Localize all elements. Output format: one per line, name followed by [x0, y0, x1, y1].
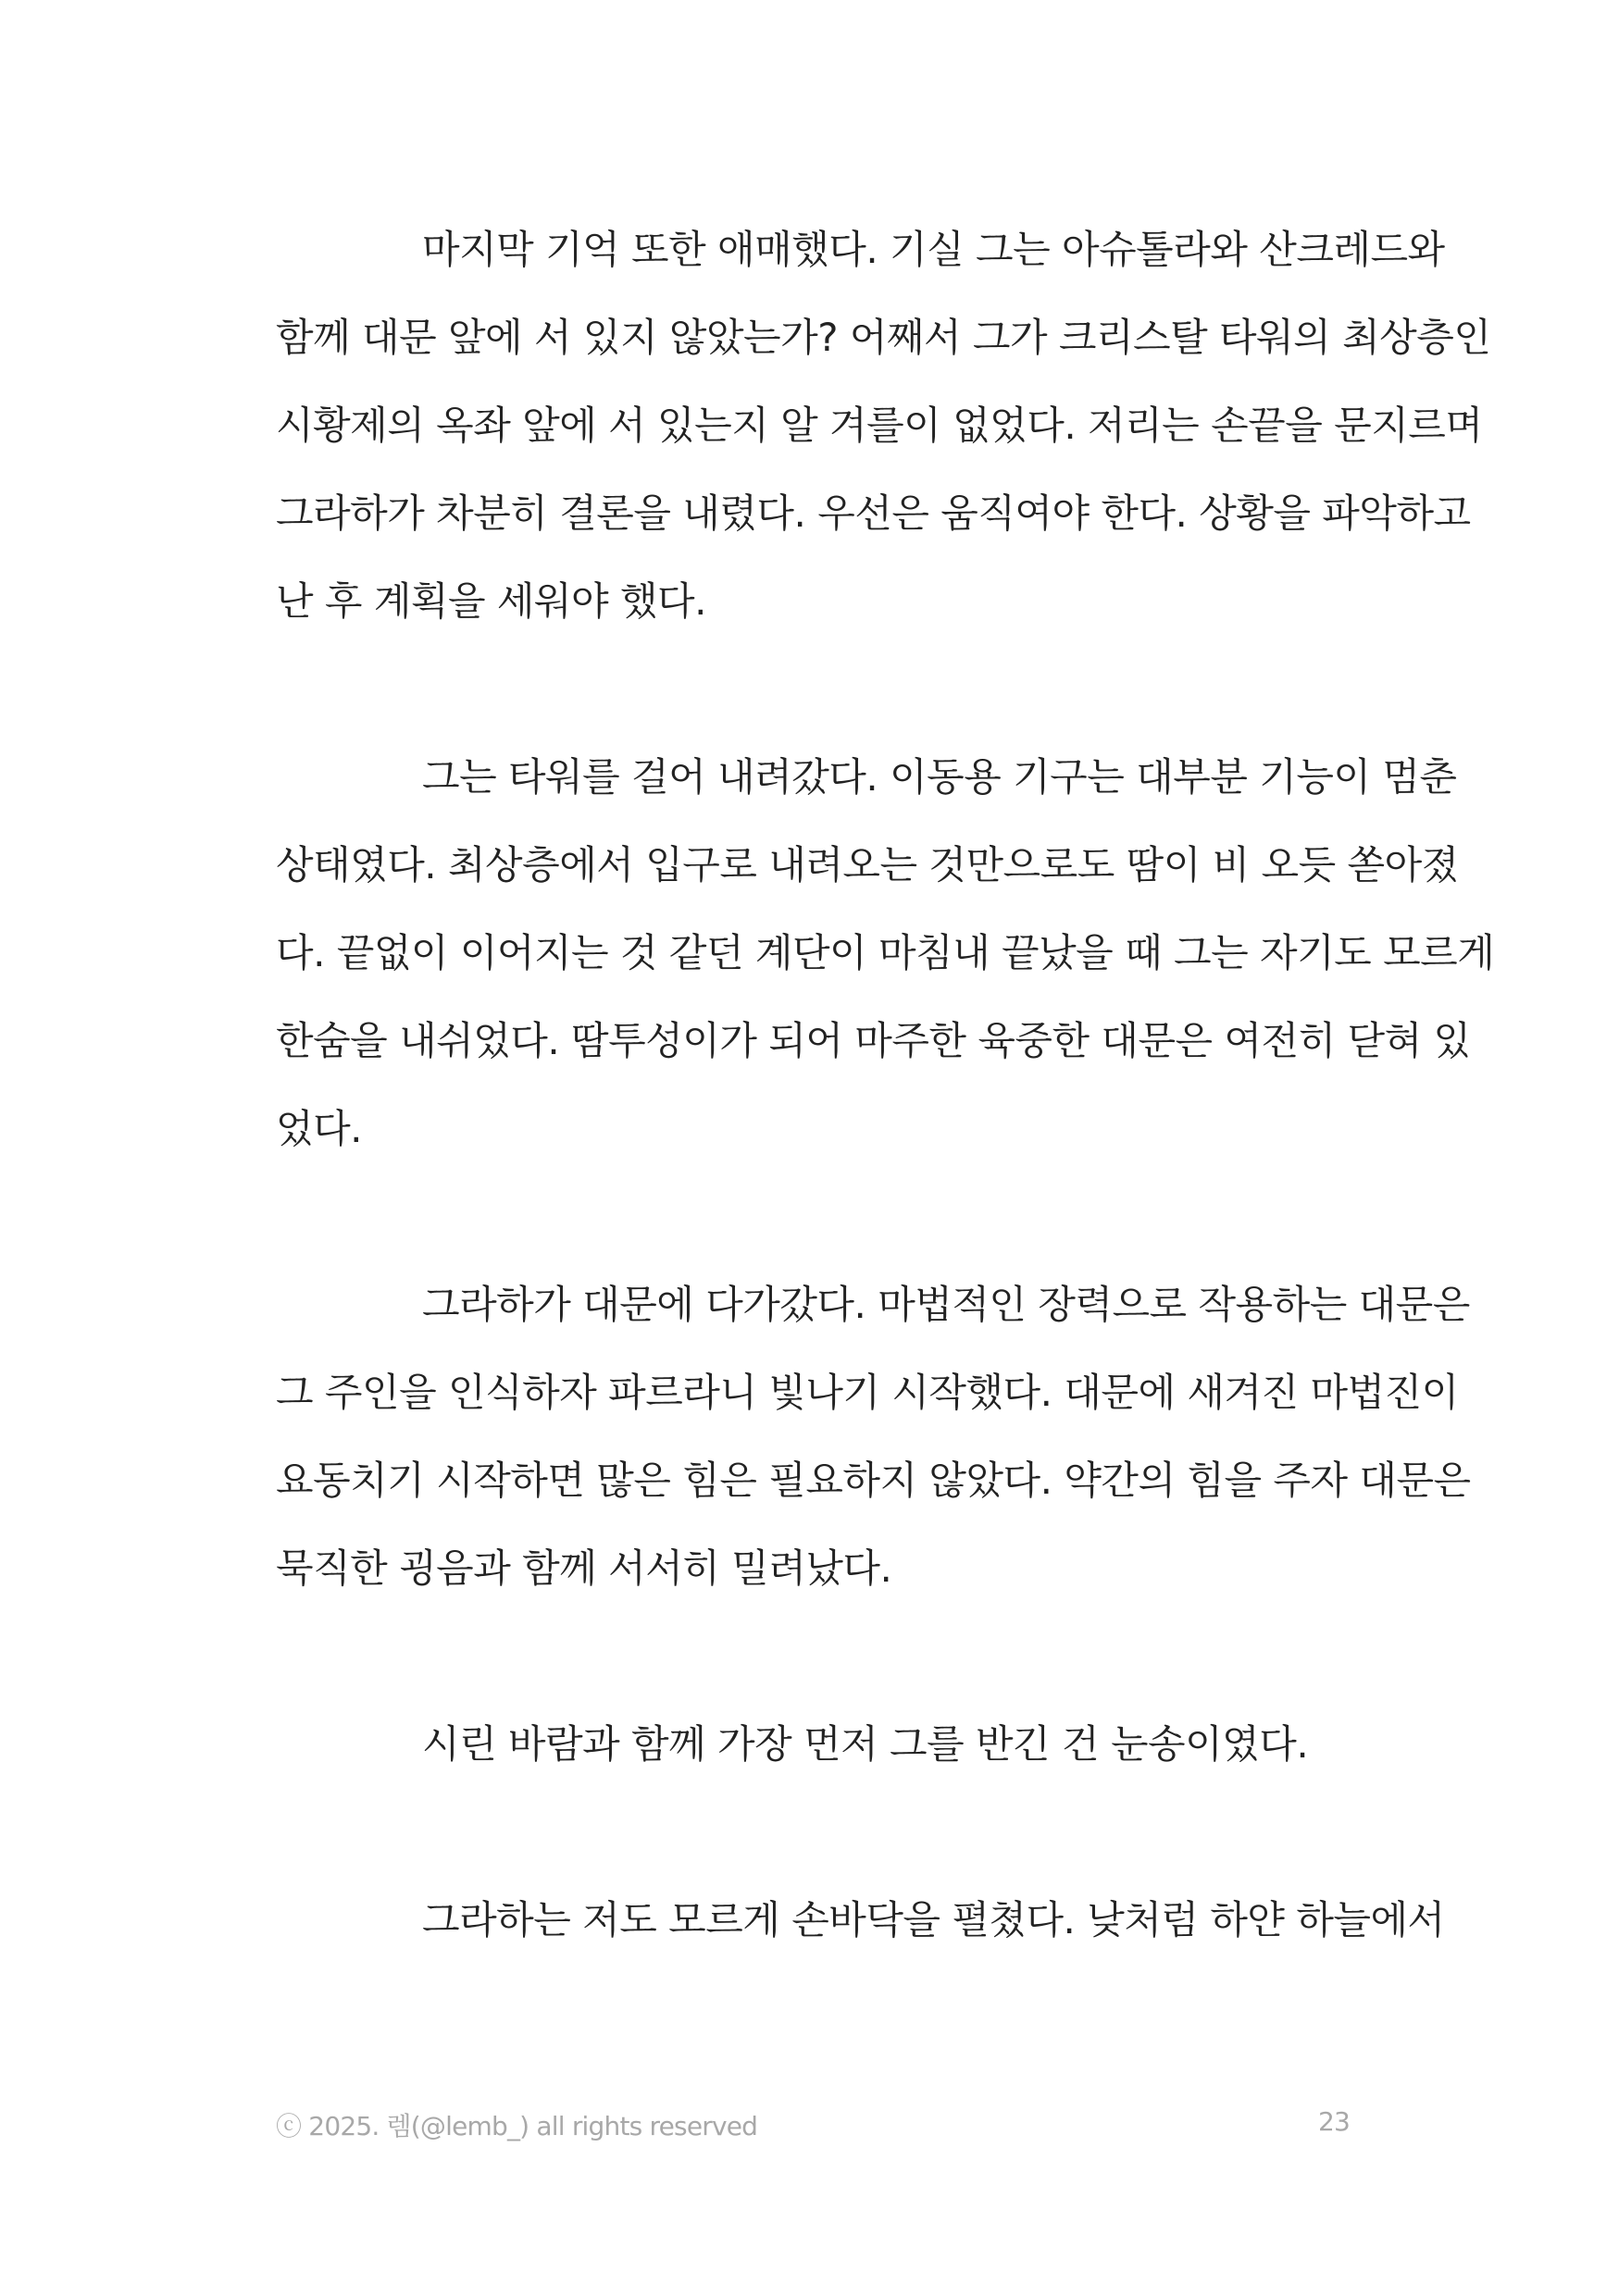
text-line: 그 주인을 인식하자 파르라니 빛나기 시작했다. 대문에 새겨진 마법진이	[276, 1370, 1459, 1415]
text-line: 그라하는 저도 모르게 손바닥을 펼쳤다. 낮처럼 하얀 하늘에서	[422, 1897, 1445, 1942]
paragraph	[276, 733, 1495, 1173]
paragraph-gap	[276, 645, 1350, 733]
text-line: 시황제의 옥좌 앞에 서 있는지 알 겨를이 없었다. 저리는 손끝을 문지르며	[276, 403, 1483, 448]
paragraph	[276, 205, 1491, 645]
paragraph	[276, 1876, 1445, 1964]
text-line: 그는 타워를 걸어 내려갔다. 이동용 기구는 대부분 기능이 멈춘	[422, 754, 1457, 800]
paragraph	[276, 1700, 1350, 1788]
page-body	[276, 205, 1495, 1964]
paragraph-gap	[276, 1788, 1350, 1876]
text-line: 그라하가 차분히 결론을 내렸다. 우선은 움직여야 한다. 상황을 파악하고	[276, 490, 1471, 536]
paragraph	[276, 1260, 1471, 1612]
paragraph-gap	[276, 1173, 1350, 1260]
text-line: 함께 대문 앞에 서 있지 않았는가? 어째서 그가 크리스탈 타워의 최상층인	[276, 315, 1491, 360]
text-line: 마지막 기억 또한 애매했다. 기실 그는 아슈톨라와 산크레드와	[422, 227, 1445, 272]
paragraph-gap	[276, 1612, 1350, 1700]
text-line: 었다.	[276, 1106, 362, 1151]
page-number: 23	[1317, 2106, 1350, 2137]
text-line: 다. 끝없이 이어지는 것 같던 계단이 마침내 끝났을 때 그는 자기도 모르게	[276, 930, 1495, 975]
text-line: 한숨을 내쉬었다. 땀투성이가 되어 마주한 육중한 대문은 여전히 닫혀 있	[276, 1018, 1471, 1063]
text-line: 시린 바람과 함께 가장 먼저 그를 반긴 건 눈송이였다.	[422, 1721, 1309, 1767]
text-line: 난 후 계획을 세워야 했다.	[276, 578, 706, 624]
text-line: 상태였다. 최상층에서 입구로 내려오는 것만으로도 땀이 비 오듯 쏟아졌	[276, 842, 1459, 887]
text-line: 묵직한 굉음과 함께 서서히 밀려났다.	[276, 1545, 892, 1591]
page-footer	[276, 2106, 1350, 2143]
text-line: 그라하가 대문에 다가갔다. 마법적인 장력으로 작용하는 대문은	[422, 1282, 1470, 1327]
copyright-notice: ⓒ 2025. 렘(@lemb_) all rights reserved	[276, 2111, 758, 2141]
text-line: 요동치기 시작하면 많은 힘은 필요하지 않았다. 약간의 힘을 주자 대문은	[276, 1458, 1471, 1503]
